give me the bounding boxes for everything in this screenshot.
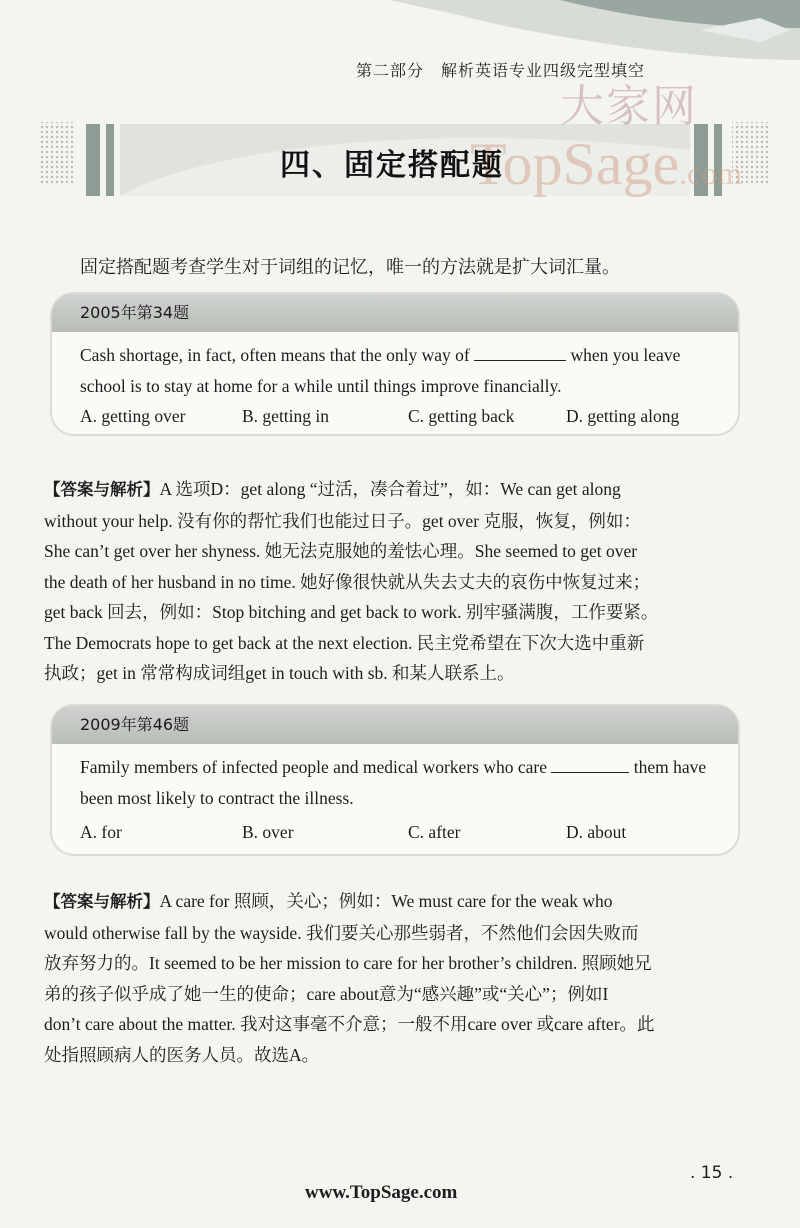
answer-line-text: A 选项D：get along “过活，凑合着过”，如：We can get along xyxy=(159,479,621,499)
watermark-logo-cn: 大家网 xyxy=(560,81,698,132)
answer-blank xyxy=(474,342,566,361)
section-intro: 固定搭配题考查学生对于词组的记忆，唯一的方法就是扩大词汇量。 xyxy=(80,257,620,278)
page-number: . 15 . xyxy=(690,1163,734,1183)
answer-line: 执政；get in 常常构成词组get in touch with sb. 和某人联系上。 xyxy=(44,663,515,683)
answer-explanation xyxy=(44,886,744,1070)
question-label: 2009年第46题 xyxy=(52,706,738,744)
title-tab-left-1 xyxy=(86,124,100,196)
options-row xyxy=(52,818,738,852)
question-text-after: them have been most likely to contract the illness. xyxy=(80,757,707,808)
answer-line: would otherwise fall by the wayside. 我们要关心那些弱者，不然他们会因失败而 xyxy=(44,922,639,943)
answer-line: get back 回去，例如：Stop bitching and get back to work. 别牢骚满腹，工作要紧。 xyxy=(44,602,659,622)
question-box xyxy=(52,706,738,854)
option-c: C. after xyxy=(408,822,461,842)
question-box xyxy=(52,294,738,434)
watermark-logo-en xyxy=(470,130,742,199)
question-text-before: Family members of infected people and medical workers who care xyxy=(80,757,547,777)
answer-line: The Democrats hope to get back at the next election. 民主党希望在下次大选中重新 xyxy=(44,632,645,653)
option-d: D. getting along xyxy=(566,406,680,426)
answer-line: She can’t get over her shyness. 她无法克服她的羞怯心理。She seemed to get over xyxy=(44,541,638,561)
answer-line: without your help. 没有你的帮忙我们也能过日子。get over 克服，恢复，例如： xyxy=(44,510,641,531)
answer-line: don’t care about the matter. 我对这事毫不介意；一般不用care over 或care after。此 xyxy=(44,1014,655,1034)
title-tab-left-2 xyxy=(106,124,114,196)
answer-line: 弟的孩子似乎成了她一生的使命；care about意为“感兴趣”或“关心”；例如I xyxy=(44,983,609,1004)
section-title: 四、固定搭配题 xyxy=(280,148,504,183)
options-row xyxy=(52,402,738,436)
option-b: B. over xyxy=(242,822,294,842)
answer-line xyxy=(44,474,744,506)
option-b: B. getting in xyxy=(242,406,330,426)
option-a: A. for xyxy=(80,822,122,842)
answer-tag: 【答案与解析】 xyxy=(44,892,160,911)
answer-explanation xyxy=(44,474,744,689)
question-text xyxy=(52,744,738,814)
question-text-before: Cash shortage, in fact, often means that the only way of xyxy=(80,345,470,365)
watermark-logo-en-suffix: .com xyxy=(679,155,743,191)
option-a: A. getting over xyxy=(80,406,186,426)
answer-line: 放弃努力的。It seemed to be her mission to care for her brother’s children. 照顾她兄 xyxy=(44,953,652,973)
question-text-after: when you leave school is to stay at home for a while until things improve financially. xyxy=(80,345,681,396)
answer-line: the death of her husband in no time. 她好像很快就从失去丈夫的哀伤中恢复过来； xyxy=(44,571,651,592)
option-c: C. getting back xyxy=(408,406,515,426)
dot-pattern-left xyxy=(40,122,76,186)
answer-tag: 【答案与解析】 xyxy=(44,480,160,499)
question-label: 2005年第34题 xyxy=(52,294,738,332)
watermark-logo-en-name: TopSage xyxy=(470,131,680,197)
question-text xyxy=(52,332,738,402)
footer-url: www.TopSage.com xyxy=(305,1182,458,1203)
answer-line xyxy=(44,886,744,918)
answer-blank xyxy=(551,754,629,773)
answer-line-text: A care for 照顾，关心；例如：We must care for the weak who xyxy=(159,891,613,911)
running-header: 第二部分 解析英语专业四级完型填空 xyxy=(356,61,646,80)
answer-line: 处指照顾病人的医务人员。故选A。 xyxy=(44,1044,320,1065)
option-d: D. about xyxy=(566,822,627,842)
